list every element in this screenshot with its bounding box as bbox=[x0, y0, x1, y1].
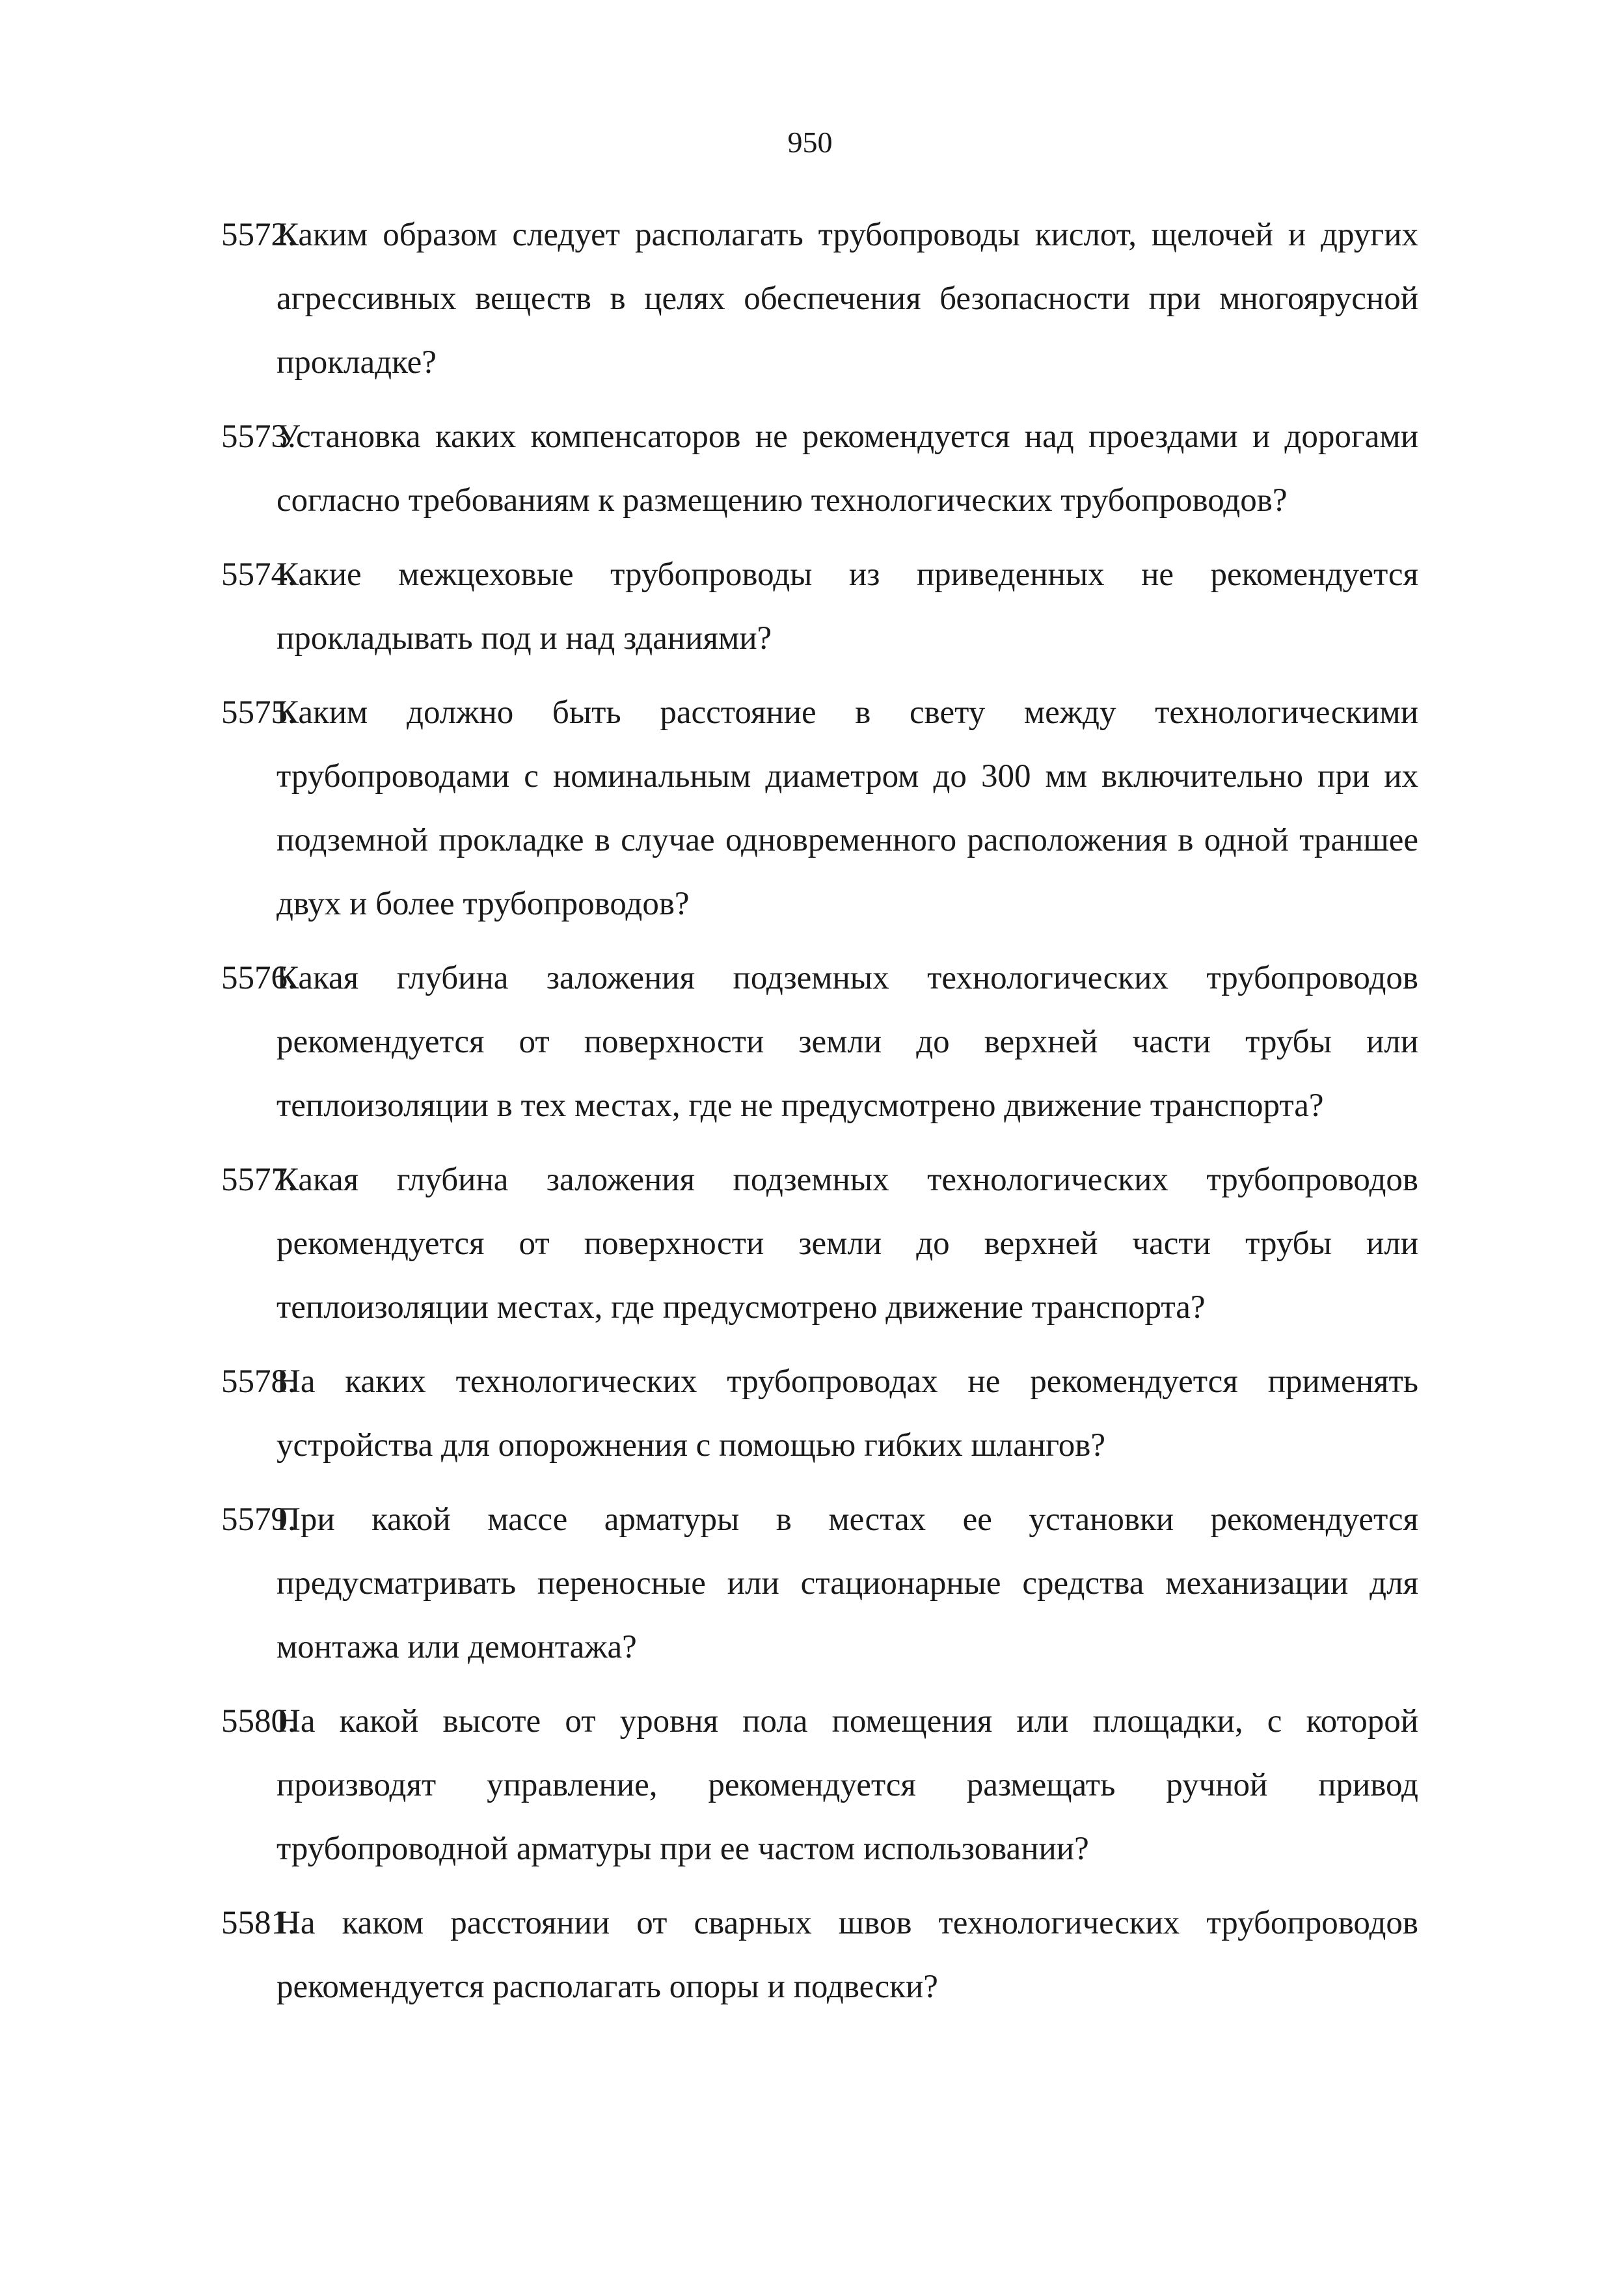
question-item bbox=[221, 681, 1418, 936]
question-item bbox=[221, 1488, 1418, 1679]
question-text: Каким образом следует располагать трубопроводы кислот, щелочей и других агрессивных веществ в целях обеспечения безопасности при многоярусной прокладке? bbox=[277, 217, 1418, 381]
question-text: Какая глубина заложения подземных технологических трубопроводов рекомендуется от поверхности земли до верхней части трубы или теплоизоляции в тех местах, где не предусмотрено движение транспорта? bbox=[277, 960, 1418, 1124]
question-number: 5579. bbox=[221, 1501, 296, 1538]
question-item bbox=[221, 405, 1418, 532]
question-text: Каким должно быть расстояние в свету между технологическими трубопроводами с номинальным диаметром до 300 мм включительно при их подземной прокладке в случае одновременного расположения в одной траншее двух и более трубопроводов? bbox=[277, 694, 1418, 922]
question-list bbox=[221, 203, 1418, 2029]
question-text: На каком расстоянии от сварных швов технологических трубопроводов рекомендуется располагать опоры и подвески? bbox=[277, 1905, 1418, 2005]
question-text: Какая глубина заложения подземных технологических трубопроводов рекомендуется от поверхности земли до верхней части трубы или теплоизоляции местах, где предусмотрено движение транспорта? bbox=[277, 1162, 1418, 1326]
question-number: 5574. bbox=[221, 556, 296, 593]
question-number: 5580. bbox=[221, 1703, 296, 1740]
question-item bbox=[221, 946, 1418, 1138]
question-item bbox=[221, 543, 1418, 670]
question-item bbox=[221, 1350, 1418, 1477]
question-text: При какой массе арматуры в местах ее установки рекомендуется предусматривать переносные или стационарные средства механизации для монтажа или демонтажа? bbox=[277, 1501, 1418, 1665]
question-number: 5572. bbox=[221, 217, 296, 253]
question-text: Какие межцеховые трубопроводы из приведенных не рекомендуется прокладывать под и над зданиями? bbox=[277, 556, 1418, 657]
question-text: На какой высоте от уровня пола помещения или площадки, с которой производят управление, рекомендуется размещать ручной привод трубопроводной арматуры при ее частом использовании? bbox=[277, 1703, 1418, 1867]
question-number: 5581. bbox=[221, 1905, 296, 1941]
question-number: 5576. bbox=[221, 960, 296, 996]
question-item bbox=[221, 1689, 1418, 1881]
question-number: 5573. bbox=[221, 418, 296, 455]
page-number: 950 bbox=[787, 126, 833, 159]
question-item bbox=[221, 1891, 1418, 2019]
question-number: 5575. bbox=[221, 694, 296, 731]
question-text: На каких технологических трубопроводах не рекомендуется применять устройства для опорожнения с помощью гибких шлангов? bbox=[277, 1363, 1418, 1464]
question-text: Установка каких компенсаторов не рекомендуется над проездами и дорогами согласно требованиям к размещению технологических трубопроводов? bbox=[277, 418, 1418, 519]
question-item bbox=[221, 203, 1418, 394]
question-number: 5577. bbox=[221, 1162, 296, 1198]
question-item bbox=[221, 1148, 1418, 1339]
question-number: 5578. bbox=[221, 1363, 296, 1400]
